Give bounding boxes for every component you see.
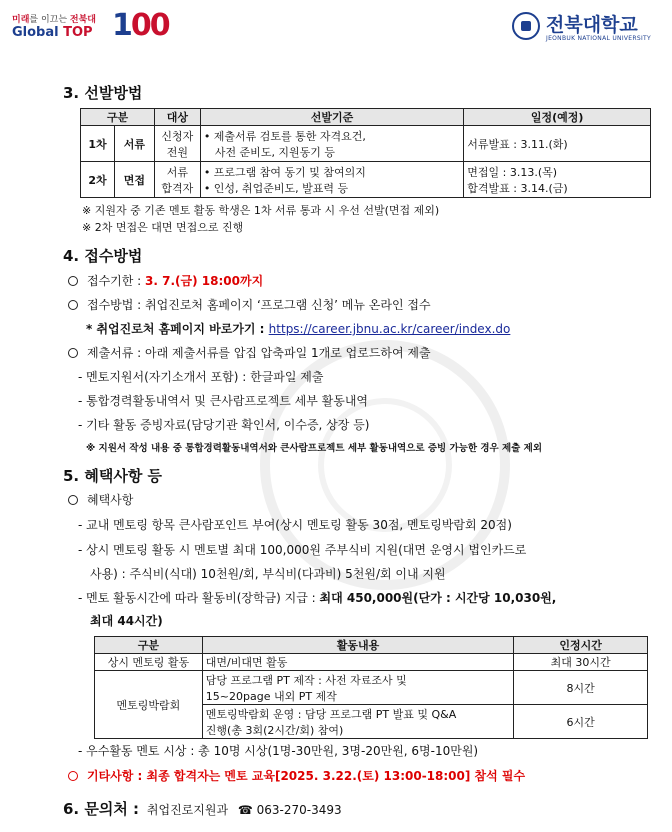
- section4-title: 4. 접수방법: [63, 247, 143, 265]
- criteria-cell: • 프로그램 참여 동기 및 참여의지 • 인성, 취업준비도, 발표력 등: [200, 162, 463, 198]
- selection-table-header: [81, 109, 651, 126]
- university-logo: [512, 10, 660, 46]
- contact-line: [63, 798, 342, 819]
- logo-hundred: 100: [112, 8, 169, 43]
- schedule-cell: 면접일 : 3.13.(목) 합격발표 : 3.14.(금): [464, 162, 651, 198]
- benefit-item-cont: 최대 44시간): [90, 614, 163, 628]
- benefit-item: - 교내 멘토링 항목 큰사람포인트 부여(상시 멘토링 활동 30점, 멘토링박람회 20점): [78, 518, 512, 532]
- selection-note-1: ※ 지원자 중 기존 멘토 활동 학생은 1차 서류 통과 시 우선 선발(면접 제외): [82, 204, 440, 217]
- deadline-line: 접수기한 : 3. 7.(금) 18:00까지: [68, 272, 263, 289]
- target-cell: 서류 합격자: [154, 162, 200, 198]
- table-row: [81, 162, 651, 198]
- bullet-icon: [68, 348, 78, 358]
- university-seal-icon: [512, 12, 540, 40]
- contact-phone: 063-270-3493: [256, 803, 342, 817]
- type-cell: 서류: [114, 126, 154, 162]
- benefit-item-cont: 사용) : 주식비(식대) 10천원/회, 부식비(다과비) 5천원/회 이내 지원: [90, 567, 446, 581]
- deadline-value: 3. 7.(금) 18:00까지: [145, 274, 264, 288]
- documents-line: 제출서류 : 아래 제출서류를 압집 압축파일 1개로 업로드하여 제출: [68, 344, 431, 361]
- phone-icon: ☎: [237, 803, 253, 817]
- col-target: 대상: [154, 109, 200, 126]
- bullet-icon: [68, 276, 78, 286]
- bullet-icon: [68, 300, 78, 310]
- document-item: - 멘토지원서(자기소개서 포함) : 한글파일 제출: [78, 370, 324, 384]
- schedule-cell: 서류발표 : 3.11.(화): [464, 126, 651, 162]
- type-cell: 면접: [114, 162, 154, 198]
- target-cell: 신청자 전원: [154, 126, 200, 162]
- table-row: [81, 126, 651, 162]
- logo-global-top: Global TOP: [12, 25, 93, 40]
- selection-table: [80, 108, 651, 198]
- award-line: - 우수활동 멘토 시상 : 총 10명 시상(1명-30만원, 3명-20만원, 6명-10만원): [78, 744, 479, 758]
- col-schedule: 일정(예정): [464, 109, 651, 126]
- bullet-icon: [68, 771, 78, 781]
- method-line: 접수방법 : 취업진로처 홈페이지 ‘프로그램 신청’ 메뉴 온라인 접수: [68, 296, 431, 313]
- global-top100-logo: [12, 8, 169, 48]
- shortcut-line: * 취업진로처 홈페이지 바로가기 : https://career.jbnu.ac.kr/career/index.do: [86, 322, 511, 336]
- stage-cell: 1차: [81, 126, 115, 162]
- benefits-line: 혜택사항: [68, 491, 133, 508]
- col-criteria: 선발기준: [200, 109, 463, 126]
- benefit-item: - 멘토 활동시간에 따라 활동비(장학금) 지급 : 최대 450,000원(단가 : 시간당 10,030원,: [78, 591, 557, 605]
- bullet-icon: [68, 495, 78, 505]
- document-item: - 통합경력활동내역서 및 큰사람프로젝트 세부 활동내역: [78, 394, 369, 408]
- page-header: [0, 0, 672, 60]
- criteria-cell: • 제출서류 검토를 통한 자격요건, 사전 준비도, 지원동기 등: [200, 126, 463, 162]
- contact-dept: 취업진로지원과: [146, 803, 229, 817]
- selection-note-2: ※ 2차 면접은 대면 면접으로 진행: [82, 221, 244, 234]
- benefit-item: - 상시 멘토링 활동 시 멘토별 최대 100,000원 주부식비 지원(대면 운영시 법인카드로: [78, 543, 527, 557]
- stage-cell: 2차: [81, 162, 115, 198]
- logo-slogan: 미래를 이끄는 전북대: [12, 15, 96, 25]
- col-content: 활동내용: [202, 637, 513, 654]
- table-row: 상시 멘토링 활동 대면/비대면 활동 최대 30시간: [95, 654, 648, 671]
- university-name-kr: 전북대학교: [546, 14, 638, 36]
- document-item: - 기타 활동 증빙자료(담당기관 확인서, 이수증, 상장 등): [78, 418, 370, 432]
- table-row: 멘토링박람회 담당 프로그램 PT 제작 : 사전 자료조사 및 15~20page 내외 PT 제작 8시간: [95, 671, 648, 705]
- table-row: 멘토링박람회 운영 : 담당 프로그램 PT 발표 및 Q&A 진행(총 3회(2시간/회) 참여) 6시간: [95, 705, 648, 739]
- col-category: 구분: [95, 637, 203, 654]
- activity-table: [94, 636, 648, 739]
- career-homepage-link[interactable]: https://career.jbnu.ac.kr/career/index.do: [268, 322, 511, 336]
- section3-title: 3. 선발방법: [63, 84, 143, 102]
- activity-table-header: [95, 637, 648, 654]
- section6-title: 6. 문의처 :: [63, 800, 140, 818]
- section5-title: 5. 혜택사항 등: [63, 467, 163, 485]
- other-line: 기타사항 : 최종 합격자는 멘토 교육[2025. 3.22.(토) 13:00-18:00] 참석 필수: [68, 767, 525, 784]
- document-note: ※ 지원서 작성 내용 중 통합경력활동내역서와 큰사람프로젝트 세부 활동내역으로 증빙 가능한 경우 제출 제외: [86, 443, 543, 454]
- col-hours: 인정시간: [514, 637, 648, 654]
- university-name-en: JEONBUK NATIONAL UNIVERSITY: [546, 35, 651, 42]
- col-stage: 구분: [81, 109, 155, 126]
